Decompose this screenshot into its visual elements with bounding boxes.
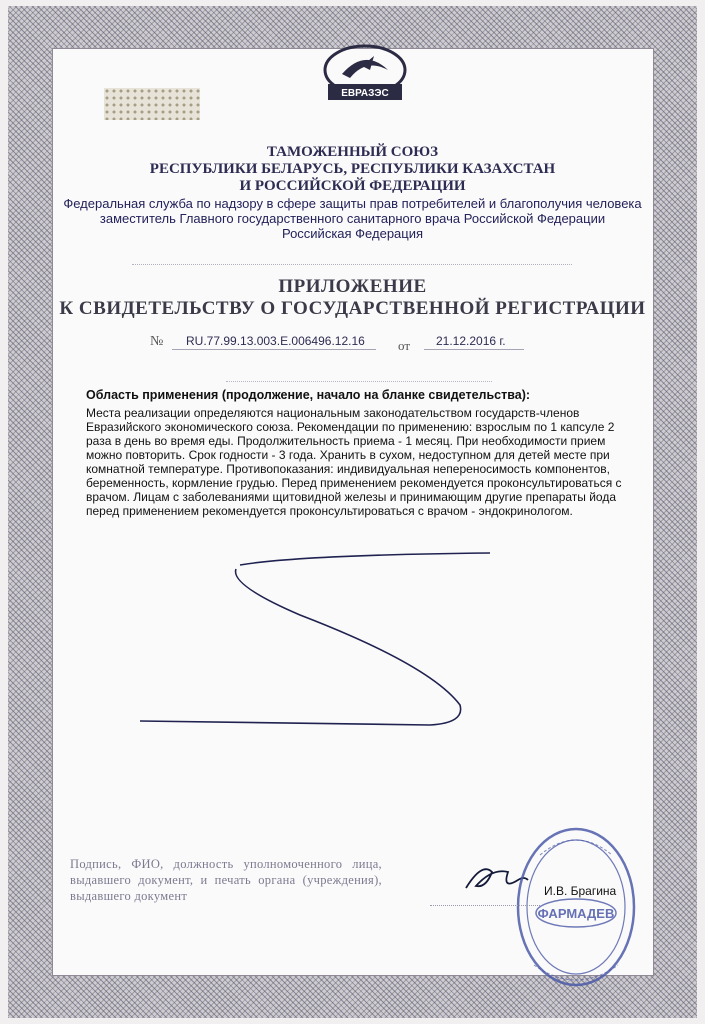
date-underline (424, 349, 524, 350)
round-stamp (510, 815, 642, 991)
registration-date: 21.12.2016 г. (436, 334, 506, 348)
emblem-text: ЕВРАЗЭС (341, 88, 389, 99)
number-prefix: № (150, 334, 164, 349)
fio-divider (430, 905, 540, 906)
number-underline (172, 349, 376, 350)
emblem-logo (322, 44, 408, 104)
closing-stroke (130, 545, 500, 735)
caption-divider (226, 381, 492, 382)
signer-name: И.В. Брагина (544, 884, 617, 898)
security-pattern (104, 88, 200, 120)
authority-line-1: Федеральная служба по надзору в сфере защиты прав потребителей и благополучия человека (63, 196, 642, 211)
date-prefix: от (398, 338, 411, 353)
stamp-center-text: ФАРМАДЕВ (537, 906, 615, 921)
title-line-2: К СВИДЕТЕЛЬСТВУ О ГОСУДАРСТВЕННОЙ РЕГИСТРАЦИИ (59, 298, 646, 319)
authority-line-3: Российская Федерация (281, 226, 424, 241)
authority-line-2: заместитель Главного государственного санитарного врача Российской Федерации (99, 211, 606, 226)
signature-caption: Подпись, ФИО, должность уполномоченного лица, выдавшего документ, и печать органа (учреждения), выдавшего документ (70, 857, 382, 903)
title-line-1: ПРИЛОЖЕНИЕ (278, 276, 427, 297)
header-line-3: И РОССИЙСКОЙ ФЕДЕРАЦИИ (239, 178, 466, 194)
registration-number: RU.77.99.13.003.Е.006496.12.16 (186, 334, 365, 348)
authority-divider (132, 264, 572, 265)
section-heading: Область применения (продолжение, начало на бланке свидетельства): (86, 388, 531, 402)
header-line-2: РЕСПУБЛИКИ БЕЛАРУСЬ, РЕСПУБЛИКИ КАЗАХСТАН (149, 161, 556, 177)
section-text: Места реализации определяются национальным законодательством государств-членов Евразийского экономического союза. Рекомендации по применению: взрослым по 1 капсуле 2 раза в день во время еды. Продолжительность приема - 1 месяц. При необходимости прием можно повторить. Срок годности - 3 года. Хранить в сухом, недоступном для детей месте при комнатной температуре. Противопоказания: индивидуальная непереносимость компонентов, беременность, кормление грудью. Перед применением рекомендуется проконсультироваться с врачом. Лицам с заболеваниями щитовидной железы и принимающим другие препараты йода перед применением рекомендуется проконсультироваться с врачом - эндокринологом. (86, 406, 622, 518)
header-line-1: ТАМОЖЕННЫЙ СОЮЗ (266, 144, 439, 160)
